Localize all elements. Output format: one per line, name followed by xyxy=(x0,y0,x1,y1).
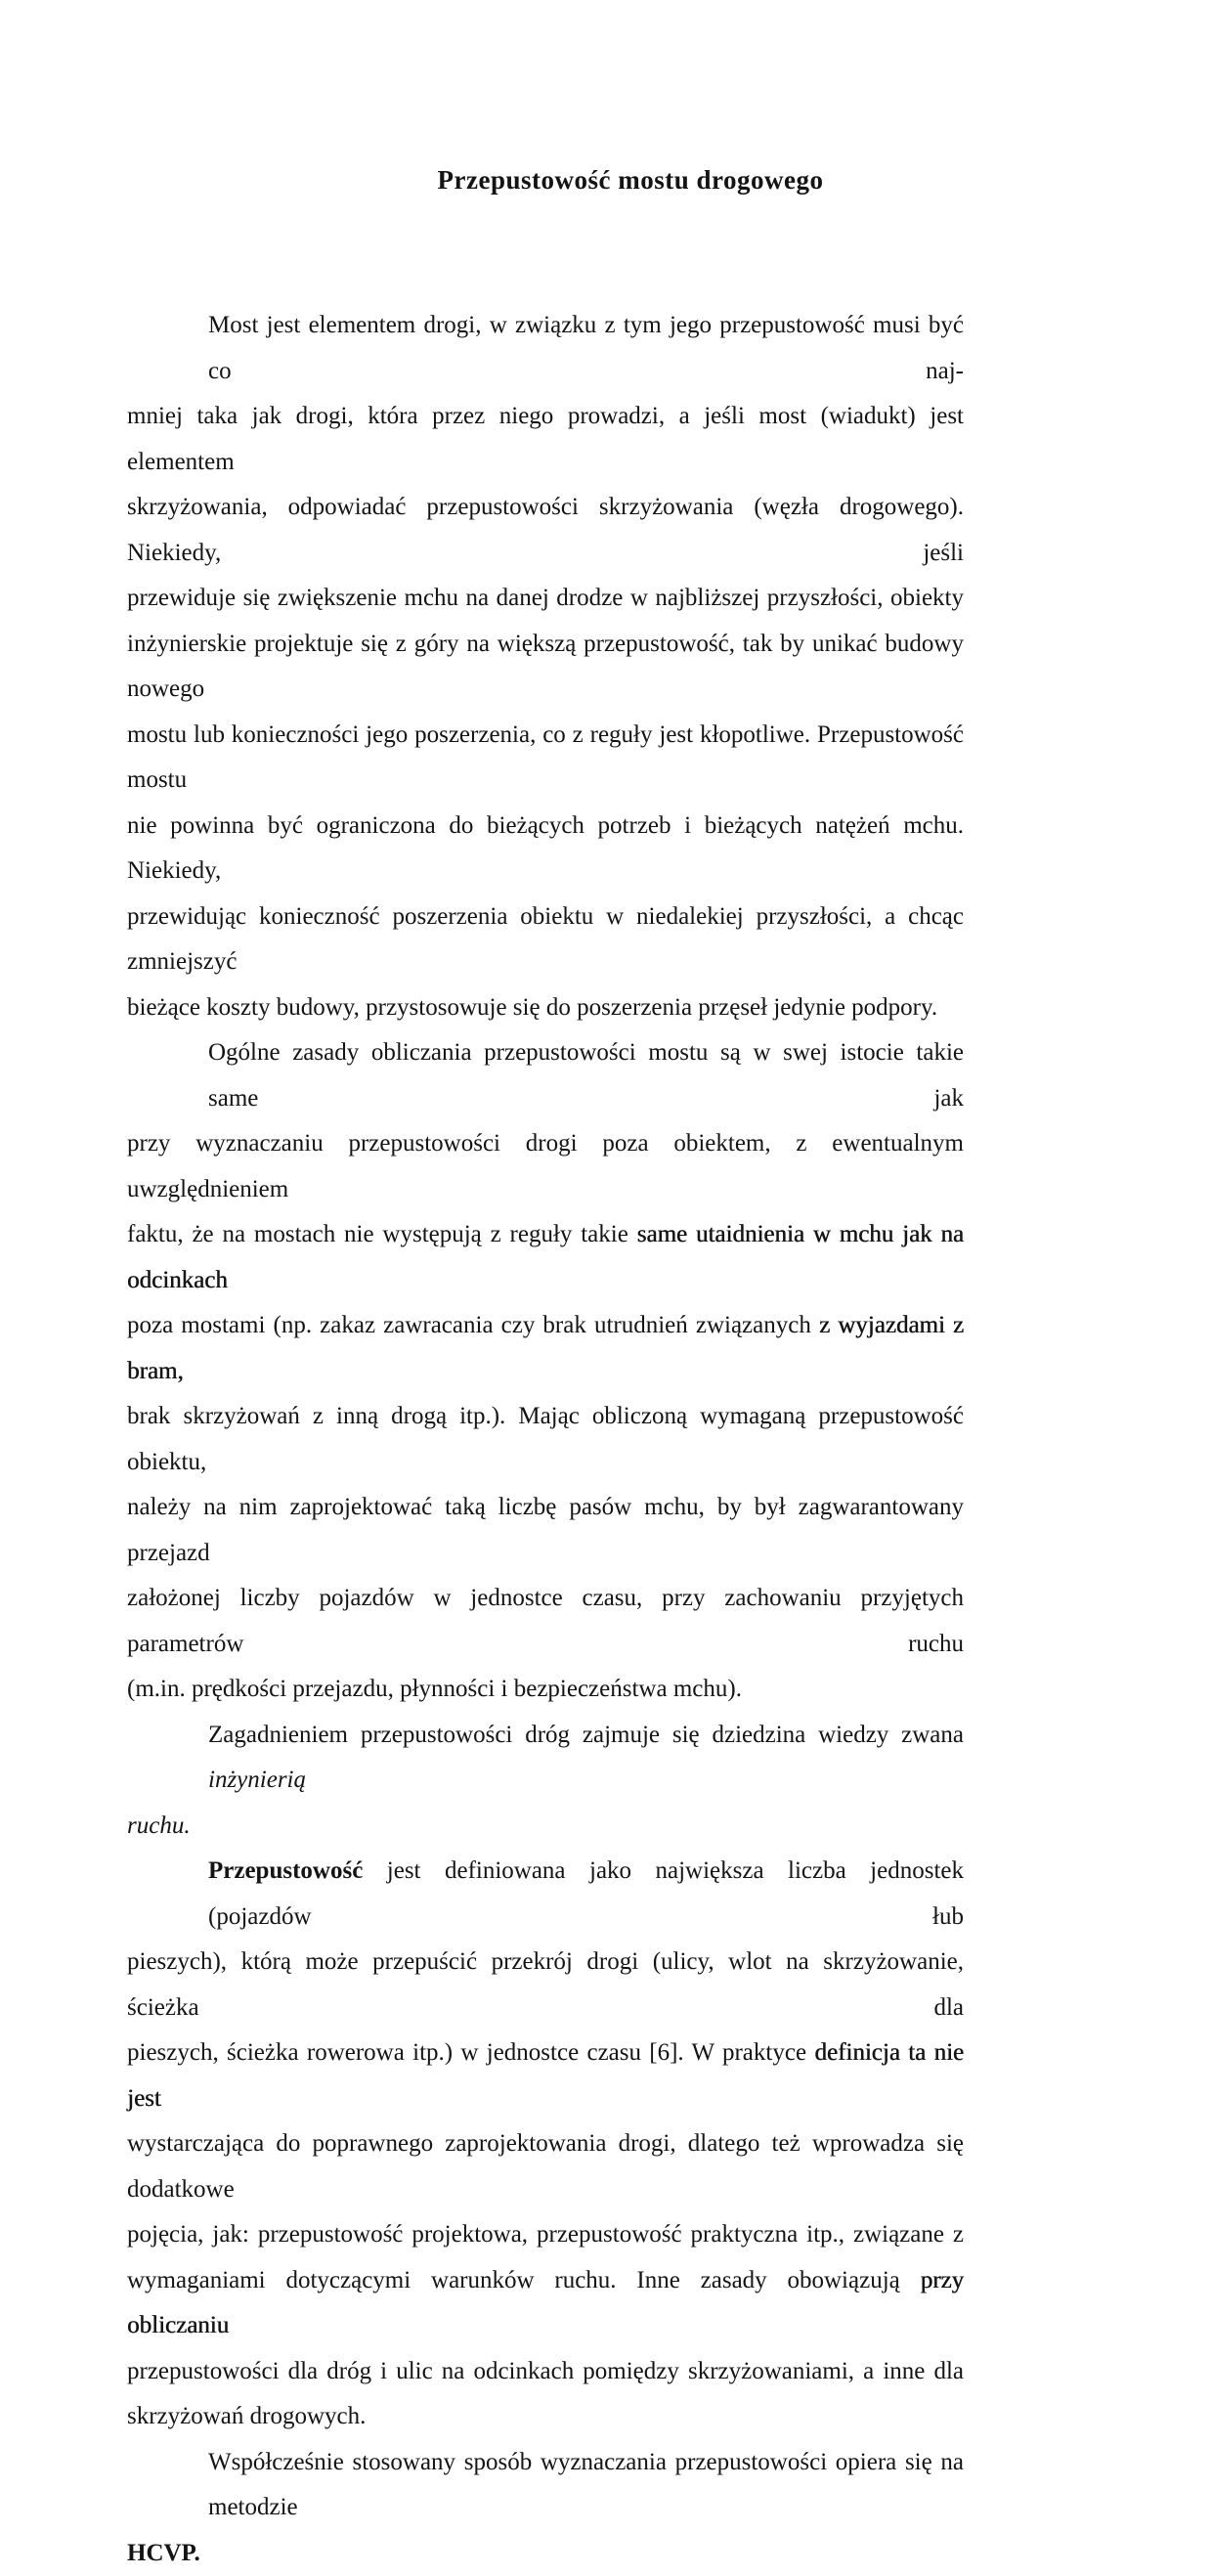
text-run: Most jest elementem drogi, w związku z tym jego przepustowość musi być co naj- xyxy=(208,312,964,384)
text-line xyxy=(127,2258,964,2349)
text-run: pieszych), którą może przepuścić przekrój drogi (ulicy, wlot na skrzyżowanie, ścieżka dla xyxy=(127,1948,964,2021)
text-run: Zagadnieniem przepustowości dróg zajmuje się dziedzina wiedzy zwana xyxy=(208,1722,964,1748)
text-line xyxy=(127,394,964,485)
text-line xyxy=(127,2121,964,2212)
text-line xyxy=(127,2349,964,2395)
text-run: inżynierią xyxy=(208,1767,306,1793)
text-run: przewiduje się zwiększenie mchu na danej drodze w najbliższej przyszłości, obiekty xyxy=(127,585,964,611)
text-run: skrzyżowań drogowych. xyxy=(127,2403,366,2429)
text-run: brak skrzyżowań z inną drogą itp.). Mając obliczoną wymaganą przepustowość obiektu, xyxy=(127,1403,964,1475)
text-run: należy na nim zaprojektować taką liczbę pasów mchu, by był zagwarantowany przejazd xyxy=(127,1494,964,1566)
text-line xyxy=(127,1940,964,2030)
text-line xyxy=(127,2212,964,2258)
text-run: Przepustowość xyxy=(208,1857,363,1884)
text-run: same utaidnienia w mchu jak na odcinkach xyxy=(127,1221,964,1293)
text-line xyxy=(127,1121,964,1212)
text-line xyxy=(127,804,964,895)
text-line xyxy=(127,303,964,394)
text-run: przepustowości dla dróg i ulic na odcinkach pomiędzy skrzyżowaniami, a inne dla xyxy=(127,2358,964,2384)
text-line xyxy=(127,1485,964,1576)
text-line xyxy=(127,1804,964,1850)
text-run: definicja ta nie jest xyxy=(127,2039,964,2112)
text-run: wymaganiami dotyczącymi warunków ruchu. Inne zasady obowiązują xyxy=(127,2267,921,2293)
text-run: wystarczająca do poprawnego zaprojektowania drogi, dlatego też wprowadza się dodatkowe xyxy=(127,2130,964,2203)
text-line xyxy=(127,1303,964,1394)
text-line xyxy=(127,1849,964,1940)
text-run: faktu, że na mostach nie występują z reguły takie xyxy=(127,1221,637,1247)
text-line xyxy=(127,1713,964,1804)
text-line xyxy=(127,2394,964,2440)
text-line xyxy=(127,985,964,1031)
text-run: bieżące koszty budowy, przystosowuje się do poszerzenia przęseł jedynie podpory. xyxy=(127,994,937,1021)
text-line xyxy=(127,1212,964,1303)
text-line xyxy=(127,1576,964,1667)
text-run: poza mostami (np. zakaz zawracania czy brak utrudnień związanych xyxy=(127,1312,819,1338)
text-line xyxy=(127,1394,964,1485)
text-run: Ogólne zasady obliczania przepustowości mostu są w swej istocie takie same jak xyxy=(208,1039,964,1112)
text-line xyxy=(127,895,964,985)
text-run: pieszych, ścieżka rowerowa itp.) w jednostce czasu [6]. W praktyce xyxy=(127,2039,814,2066)
text-run: jest definiowana jako największa liczba jednostek (pojazdów łub xyxy=(208,1857,964,1930)
text-line xyxy=(127,485,964,576)
text-line xyxy=(127,2440,964,2531)
text-run: przy wyznaczaniu przepustowości drogi poza obiektem, z ewentualnym uwzględnieniem xyxy=(127,1130,964,1202)
text-line xyxy=(127,2531,964,2576)
text-run: przewidując konieczność poszerzenia obiektu w niedalekiej przyszłości, a chcąc zmniejszyć xyxy=(127,903,964,976)
text-line xyxy=(127,1030,964,1121)
text-run: Współcześnie stosowany sposób wyznaczania przepustowości opiera się na metodzie xyxy=(208,2449,964,2521)
text-run: mostu lub konieczności jego poszerzenia, co z reguły jest kłopotliwe. Przepustowość mostu xyxy=(127,721,964,794)
text-line xyxy=(127,576,964,622)
text-run: pojęcia, jak: przepustowość projektowa, przepustowość praktyczna itp., związane z xyxy=(127,2221,964,2248)
text-run: HCVP. xyxy=(127,2540,200,2566)
text-run: inżynierskie projektuje się z góry na większą przepustowość, tak by unikać budowy nowego xyxy=(127,631,964,703)
text-line xyxy=(127,2030,964,2121)
text-line xyxy=(127,713,964,804)
text-run: przy obliczaniu xyxy=(127,2267,964,2339)
text-run: mniej taka jak drogi, która przez niego prowadzi, a jeśli most (wiadukt) jest elementem xyxy=(127,403,964,475)
text-run: ruchu. xyxy=(127,1812,191,1839)
text-run: nie powinna być ograniczona do bieżących potrzeb i bieżących natężeń mchu. Niekiedy, xyxy=(127,812,964,885)
text-line xyxy=(127,1667,964,1713)
text-run: założonej liczby pojazdów w jednostce czasu, przy zachowaniu przyjętych parametrów ruchu xyxy=(127,1585,964,1657)
text-line xyxy=(127,622,964,713)
document-body xyxy=(127,303,964,2576)
text-run: z wyjazdami z bram, xyxy=(127,1312,964,1384)
text-run: (m.in. prędkości przejazdu, płynności i bezpieczeństwa mchu). xyxy=(127,1676,742,1702)
text-run: skrzyżowania, odpowiadać przepustowości skrzyżowania (węzła drogowego). Niekiedy, jeśli xyxy=(127,494,964,566)
document-title: Przepustowość mostu drogowego xyxy=(0,0,1212,197)
